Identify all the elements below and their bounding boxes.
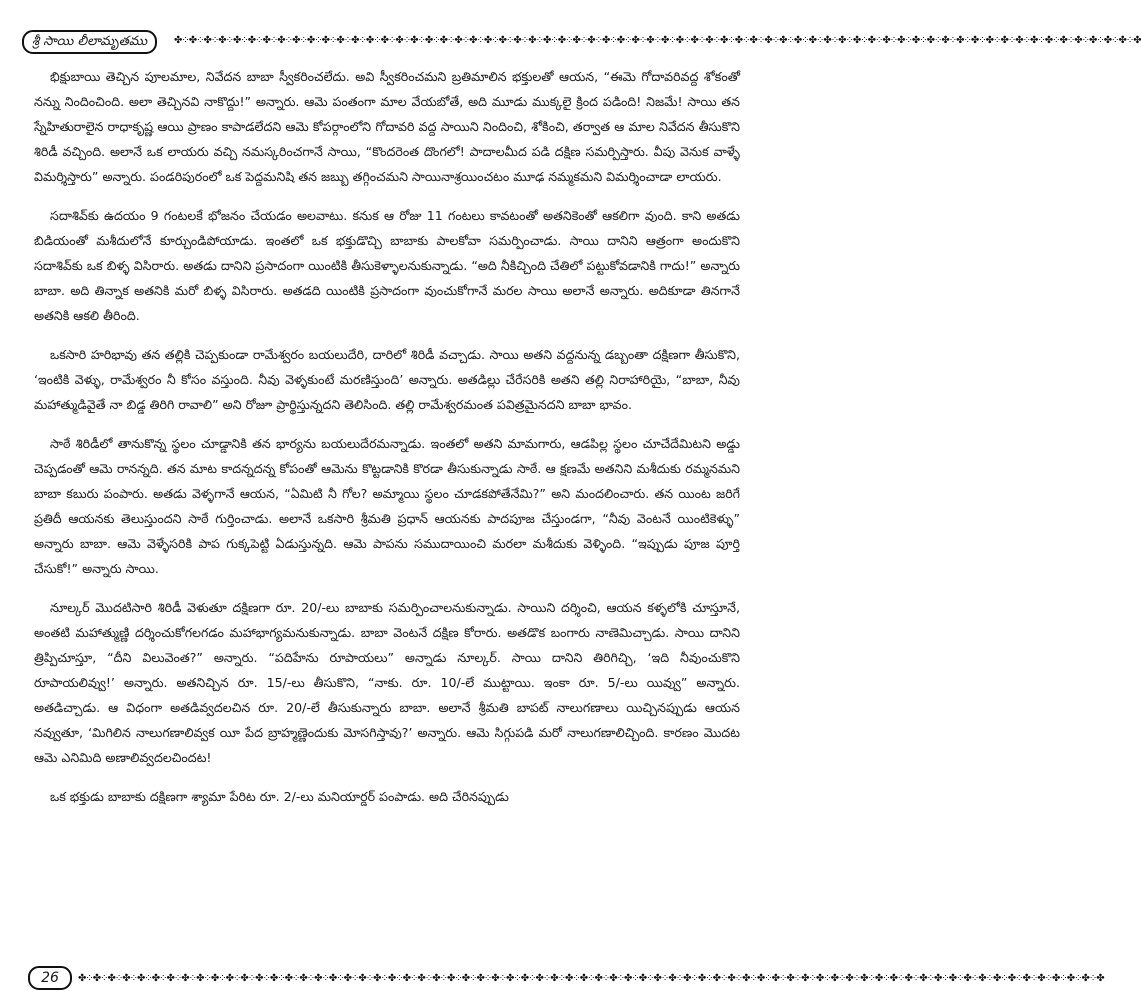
paragraph: సాఠే శిరిడీలో తానుకొన్న స్థలం చూడ్డానికి తన భార్యను బయలుదేరమన్నాడు. ఇంతలో అతని మామగారు, ఆడపిల్ల స్థలం చూచేదేమిటని అడ్డు చెప్పడంతో ఆమె రానన్నది. తన మాట కాదన్నదన్న కోపంతో ఆమెను కొట్టడానికి కొరడా తీసుకున్నాడు సాఠే. ఆ క్షణమే అతనిని మశీదుకు రమ్మనమని బాబా కబురు పంపారు. అతడు వెళ్ళగానే ఆయన, “ఏమిటి నీ గోల? అమ్మాయి స్థలం చూడకపోతేనేమి?” అని మందలించారు. తన యింట జరిగే ప్రతిదీ ఆయనకు తెలుస్తుందని సాఠే గుర్తించాడు. అలానే ఒకసారి శ్రీమతి ప్రధాన్ ఆయనకు పాదపూజ చేస్తుండగా, “నీవు వెంటనే యింటికెళ్ళు” అన్నారు బాబా. ఆమె వెళ్ళేసరికి పాప గుక్కపెట్టి ఏడుస్తున్నది. ఆమె పాపను సముదాయించి మరలా మశీదుకు వెళ్ళింది. “ఇప్పుడు పూజ పూర్తి చేసుకో!” అన్నారు సాయి.	[34, 436, 740, 576]
page-number: 26	[28, 966, 72, 990]
paragraph: సదాశివ్‌కు ఉదయం 9 గంటలకే భోజనం చేయడం అలవాటు. కనుక ఆ రోజు 11 గంటలు కావటంతో అతనికెంతో ఆకలిగా వుంది. కాని అతడు బిడియంతో మశీదులోనే కూర్చుండిపోయాడు. ఇంతలో ఒక భక్తుడొచ్చి బాబాకు పాలకోవా సమర్పించాడు. సాయి దానిని ఆత్రంగా అందుకొని సదాశివ్‌కు ఒక బిళ్ళ విసిరారు. అతడు దానిని ప్రసాదంగా యింటికి తీసుకెళ్ళాలనుకున్నాడు. “అది నీకిచ్చింది చేతిలో పట్టుకోవడానికి గాదు!” అన్నారు బాబా. అది తిన్నాక అతనికి మరో బిళ్ళ విసిరారు. అతడది యింటికి ప్రసాదంగా వుంచుకోగానే మరల సాయి అలానే అన్నారు. అదికూడా తినగానే అతనికి ఆకలి తీరింది.	[34, 208, 740, 323]
decorative-border-bottom: ✤⁘✤⁘✤⁘✤⁘✤⁘✤⁘✤⁘✤⁘✤⁘✤⁘✤⁘✤⁘✤⁘✤⁘✤⁘✤⁘✤⁘✤⁘✤⁘✤⁘✤⁘✤⁘✤⁘✤⁘✤⁘✤⁘✤⁘✤⁘✤⁘✤⁘✤⁘✤⁘✤⁘✤⁘✤⁘✤⁘✤⁘✤⁘✤⁘✤⁘✤⁘✤⁘✤⁘✤⁘✤⁘✤⁘✤⁘✤⁘✤⁘✤⁘✤⁘✤⁘✤⁘✤⁘✤⁘✤⁘✤⁘✤⁘✤⁘✤⁘✤⁘✤⁘✤⁘✤⁘✤⁘✤⁘✤⁘✤⁘✤⁘✤	[78, 973, 1104, 984]
page-footer	[22, 966, 1104, 990]
paragraph: ఒకసారి హరిభావు తన తల్లికి చెప్పకుండా రామేశ్వరం బయలుదేరి, దారిలో శిరిడీ వచ్చాడు. సాయి అతని వద్దనున్న డబ్బంతా దక్షిణగా తీసుకొని, ‘ఇంటికి వెళ్ళు, రామేశ్వరం నీ కోసం వస్తుంది. నీవు వెళ్ళకుంటే మరణిస్తుంది’ అన్నారు. అతడిల్లు చేరేసరికి అతని తల్లి నిరాహారియై, “బాబా, నీవు మహాత్ముడివైతే నా బిడ్డ తిరిగి రావాలి” అని రోజూ ప్రార్థిస్తున్నదని తెలిసింది. తల్లి రామేశ్వరమంత పవిత్రమైనదని బాబా భావం.	[34, 347, 740, 412]
book-title: శ్రీ సాయి లీలామృతము	[22, 30, 157, 54]
paragraph: నూల్కర్ మొదటిసారి శిరిడీ వెళుతూ దక్షిణగా రూ. 20/-లు బాబాకు సమర్పించాలనుకున్నాడు. సాయిని దర్శించి, ఆయన కళ్ళలోకి చూస్తూనే, అంతటి మహాత్ముణ్ణి దర్శించుకోగలగడం మహాభాగ్యమనుకున్నాడు. బాబా వెంటనే దక్షిణ కోరారు. అతడొక బంగారు నాణెమిచ్చాడు. సాయి దానిని త్రిప్పిచూస్తూ, “దీని విలువెంత?” అన్నారు. “పదిహేను రూపాయలు” అన్నాడు నూల్కర్. సాయి దానిని తిరిగిచ్చి, ‘ఇది నీవుంచుకొని రూపాయలివ్వు!’ అన్నారు. అతనిచ్చిన రూ. 15/-లు తీసుకొని, “నాకు. రూ. 10/-లే ముట్టాయి. ఇంకా రూ. 5/-లు యివ్వు” అన్నారు. అతడిచ్చాడు. ఆ విధంగా అతడివ్వదలచిన రూ. 20/-లే తీసుకున్నారు బాబా. అలానే శ్రీమతి బాపట్ నాలుగణాలు యిచ్చినప్పుడు ఆయన నవ్వుతూ, ‘మిగిలిన నాలుగణాలివ్వక యీ పేద బ్రాహ్మణ్ణెందుకు మోసగిస్తావు?’ అన్నారు. ఆమె సిగ్గుపడి మరో నాలుగణాలిచ్చింది. కారణం మొదట ఆమె ఎనిమిది అణాలివ్వదలచిందట!	[34, 600, 740, 765]
page-header	[22, 30, 1141, 52]
paragraph: భిక్షుబాయి తెచ్చిన పూలమాల, నివేదన బాబా స్వీకరించలేదు. అవి స్వీకరించమని బ్రతిమాలిన భక్తులతో ఆయన, “ఈమె గోదావరివద్ద శోకంతో నన్ను నిందించింది. అలా తెచ్చినవి నాకొద్దు!” అన్నారు. ఆమె పంతంగా మాల వేయబోతే, అది మూడు ముక్కలై క్రింద పడింది! నిజమే! సాయి తన స్నేహితురాలైన రాధాకృష్ణ ఆయి ప్రాణం కాపాడలేదని ఆమె కోపర్గాంలోని గోదావరి వద్ద సాయిని నిందించి, శోకించి, తర్వాత ఆ మాల నివేదన తీసుకొని శిరిడీ వచ్చింది. అలానే ఒక లాయరు వచ్చి నమస్కరించగానే సాయి, “కొందరెంత దొంగలో! పాదాలమీద పడి దక్షిణ సమర్పిస్తారు. వీపు వెనుక వాళ్ళే విమర్శిస్తారు” అన్నారు. పండరిపురంలో ఒక పెద్దమనిషి తన జబ్బు తగ్గించమని సాయినాశ్రయించటం మూఢ నమ్మకమని విమర్శించాడా లాయరు.	[34, 69, 740, 184]
decorative-border-top: ✤⁘✤⁘✤⁘✤⁘✤⁘✤⁘✤⁘✤⁘✤⁘✤⁘✤⁘✤⁘✤⁘✤⁘✤⁘✤⁘✤⁘✤⁘✤⁘✤⁘✤⁘✤⁘✤⁘✤⁘✤⁘✤⁘✤⁘✤⁘✤⁘✤⁘✤⁘✤⁘✤⁘✤⁘✤⁘✤⁘✤⁘✤⁘✤⁘✤⁘✤⁘✤⁘✤⁘✤⁘✤⁘✤⁘✤⁘✤⁘✤⁘✤⁘✤⁘✤⁘✤⁘✤⁘✤⁘✤⁘✤⁘✤⁘✤⁘✤⁘✤⁘✤⁘✤⁘✤⁘✤⁘✤	[174, 35, 1141, 46]
paragraph: ఒక భక్తుడు బాబాకు దక్షిణగా శ్యామా పేరిట రూ. 2/-లు మనియార్డర్ పంపాడు. అది చేరినప్పుడు	[50, 789, 509, 804]
body-text	[34, 64, 740, 964]
